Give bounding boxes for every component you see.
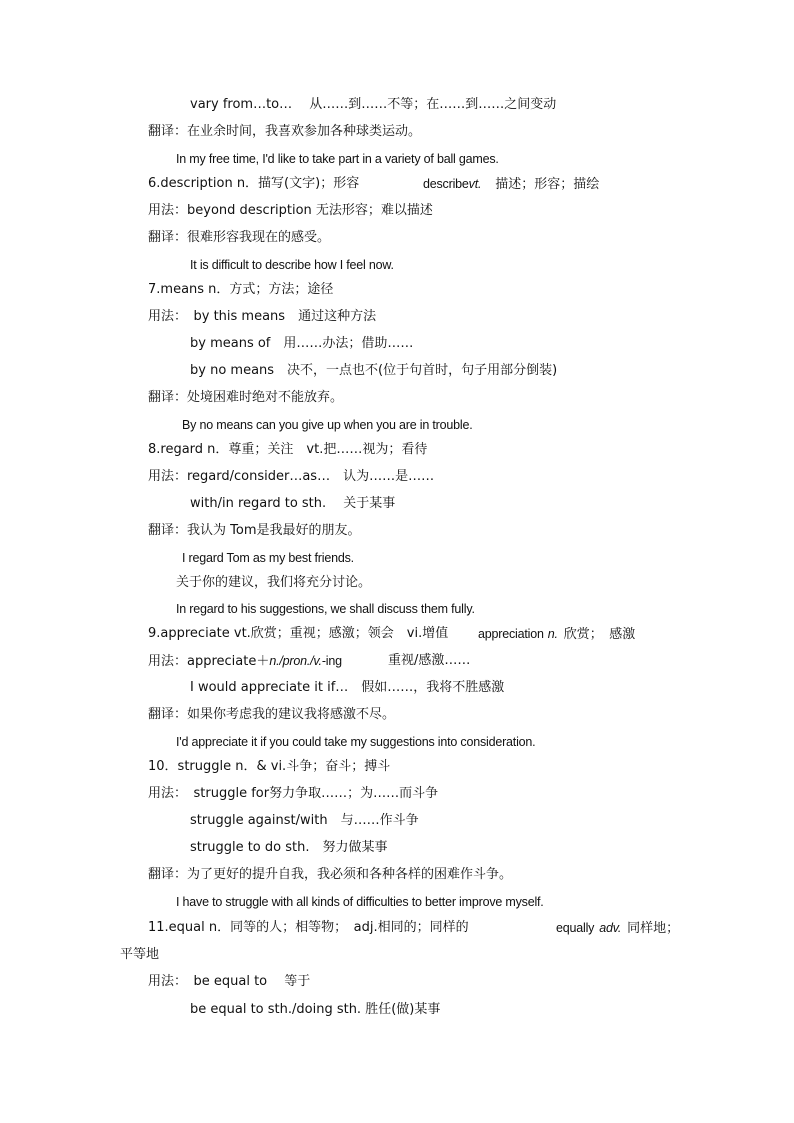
example-text: I'd appreciate it if you could take my suggestions into consideration.: [176, 735, 536, 749]
entry-headword: 9.appreciate vt.欣赏；重视；感激；领会 vi.增值: [148, 626, 449, 641]
usage-line: [148, 785, 438, 803]
example-sentence: [176, 150, 499, 168]
translation-prompt: [148, 706, 395, 724]
usage-text: 用法：beyond description 无法形容；难以描述: [148, 203, 433, 218]
phrase-vary-from-to: [190, 96, 556, 114]
part-of-speech: vt.: [468, 177, 482, 191]
usage-text: be equal to sth./doing sth. 胜任(做)某事: [190, 1002, 441, 1017]
example-sentence: [176, 733, 535, 751]
example-text: In my free time, I'd like to take part in a variety of ball games.: [176, 152, 499, 166]
usage-line: [190, 362, 557, 380]
related-meaning: 同样地；: [627, 921, 680, 936]
usage-line: [190, 1001, 440, 1019]
example-text: It is difficult to describe how I feel now.: [190, 258, 394, 272]
usage-pos: n./pron./v.: [269, 654, 322, 668]
usage-line: [148, 652, 342, 671]
phrase-text: vary from…to… 从……到……不等；在……到……之间变动: [190, 97, 557, 112]
related-meaning: 描述；形容；描绘: [495, 177, 600, 192]
related-word-appreciation: [478, 625, 635, 644]
usage-text: struggle against/with 与……作斗争: [190, 813, 419, 828]
example-text: By no means can you give up when you are in trouble.: [182, 418, 473, 432]
example-text: I regard Tom as my best friends.: [182, 551, 354, 565]
usage-line: [190, 335, 413, 353]
related-word: appreciation: [478, 627, 544, 641]
example-sentence: [182, 416, 472, 434]
translation-prompt: [148, 123, 421, 141]
entry-headword: 11.equal n．同等的人；相等物； adj.相同的；同样的: [148, 920, 469, 935]
usage-text: I would appreciate it if… 假如……，我将不胜感激: [190, 680, 505, 695]
usage-text: 用法：appreciate＋: [148, 654, 270, 669]
example-sentence: [176, 893, 544, 911]
entry-headword: 10．struggle n．& vi.斗争；奋斗；搏斗: [148, 759, 391, 774]
vocab-entry-means: [148, 281, 333, 299]
translation-prompt: [148, 522, 360, 540]
translation-text: 翻译：如果你考虑我的建议我将感激不尽。: [148, 707, 396, 722]
translation-prompt: [176, 574, 371, 592]
usage-text: struggle to do sth. 努力做某事: [190, 840, 388, 855]
example-text: I have to struggle with all kinds of difficulties to better improve myself.: [176, 895, 544, 909]
usage-line: [190, 839, 387, 857]
translation-prompt: [148, 866, 512, 884]
translation-text: 翻译：很难形容我现在的感受。: [148, 230, 331, 245]
translation-prompt: [148, 389, 343, 407]
vocab-entry-equal: [148, 919, 469, 937]
translation-prompt: [148, 229, 330, 247]
entry-headword: 7.means n．方式；方法；途径: [148, 282, 334, 297]
usage-text: 用法： struggle for努力争取……；为……而斗争: [148, 786, 439, 801]
usage-line: [190, 495, 395, 513]
vocab-entry-regard: [148, 441, 427, 459]
usage-line: [148, 468, 434, 486]
usage-text: 重视/感激……: [388, 653, 471, 668]
usage-line: [190, 679, 504, 697]
entry-headword: 6.description n．描写(文字)；形容: [148, 176, 360, 191]
usage-text: by means of 用……办法；借助……: [190, 336, 414, 351]
example-sentence: [182, 549, 354, 567]
entry-headword: 8.regard n．尊重；关注 vt.把……视为；看待: [148, 442, 428, 457]
usage-text: 用法：regard/consider…as… 认为……是……: [148, 469, 435, 484]
vocab-entry-description: [148, 175, 359, 193]
vocab-entry-appreciate: [148, 625, 448, 643]
translation-text: 翻译：为了更好的提升自我，我必须和各种各样的困难作斗争。: [148, 867, 513, 882]
translation-text: 翻译：我认为 Tom是我最好的朋友。: [148, 523, 361, 538]
example-sentence: [176, 600, 475, 618]
related-meaning: 欣赏； 感激: [563, 627, 636, 642]
usage-meaning: [388, 652, 470, 670]
usage-line: [148, 202, 433, 220]
usage-line: [190, 812, 419, 830]
usage-line: [148, 973, 310, 991]
usage-text: by no means 决不，一点也不(位于句首时，句子用部分倒装): [190, 363, 558, 378]
example-text: In regard to his suggestions, we shall discuss them fully.: [176, 602, 475, 616]
related-word: equally: [556, 921, 595, 935]
usage-text: with/in regard to sth. 关于某事: [190, 496, 396, 511]
related-word-describe: [423, 175, 599, 194]
part-of-speech: adv.: [599, 921, 622, 935]
usage-text: 用法： be equal to 等于: [148, 974, 311, 989]
continuation-text: 平等地: [120, 947, 160, 962]
entry-continuation: [120, 946, 159, 964]
example-sentence: [190, 256, 394, 274]
translation-text: 关于你的建议，我们将充分讨论。: [176, 575, 372, 590]
related-word-equally: [556, 919, 679, 938]
related-word: describe: [423, 177, 469, 191]
translation-text: 翻译：处境困难时绝对不能放弃。: [148, 390, 344, 405]
usage-suffix: -ing: [321, 654, 342, 668]
translation-text: 翻译：在业余时间，我喜欢参加各种球类运动。: [148, 124, 422, 139]
usage-line: [148, 308, 376, 326]
usage-text: 用法： by this means 通过这种方法: [148, 309, 377, 324]
vocab-entry-struggle: [148, 758, 390, 776]
part-of-speech: n.: [547, 627, 558, 641]
